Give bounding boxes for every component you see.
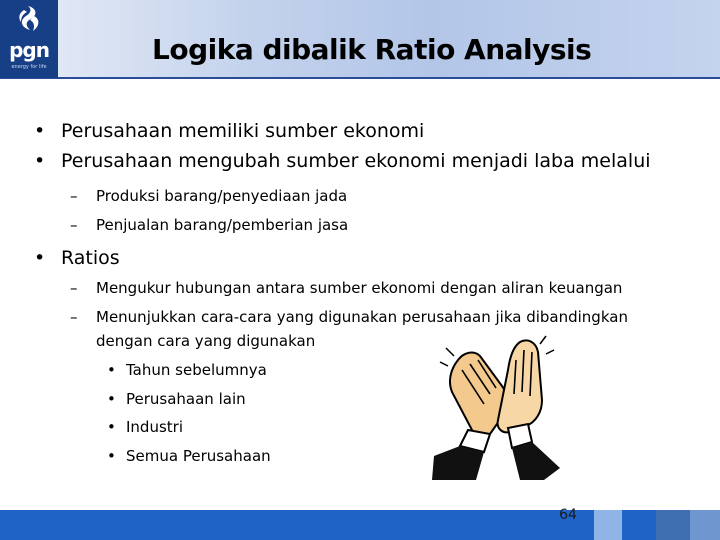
subsub-bullet-item xyxy=(107,417,183,437)
bullet-glyph: • xyxy=(34,120,46,142)
sub-bullet-text: Produksi barang/penyediaan jada xyxy=(96,187,348,205)
flame-icon xyxy=(0,0,58,42)
subsub-bullet-item xyxy=(107,389,246,409)
bullet-item xyxy=(34,246,120,270)
bullet-glyph: • xyxy=(107,390,116,408)
subsub-bullet-item xyxy=(107,360,267,380)
bullet-glyph: • xyxy=(34,247,46,269)
subsub-bullet-text: Perusahaan lain xyxy=(126,390,246,408)
bullet-glyph: • xyxy=(107,447,116,465)
bullet-item xyxy=(34,119,425,143)
pgn-logo xyxy=(0,0,58,78)
bullet-text: Perusahaan mengubah sumber ekonomi menjadi laba melalui xyxy=(61,150,651,172)
footer-accent-block xyxy=(656,510,690,540)
bullet-item xyxy=(34,149,651,173)
clapping-hands-icon xyxy=(424,330,574,480)
sub-bullet-item xyxy=(70,307,628,327)
footer-accent-block xyxy=(594,510,622,540)
bullet-text: Ratios xyxy=(61,247,120,269)
dash-glyph: – xyxy=(70,187,78,205)
sub-bullet-text: Mengukur hubungan antara sumber ekonomi dengan aliran keuangan xyxy=(96,279,623,297)
subsub-bullet-text: Tahun sebelumnya xyxy=(126,361,267,379)
sub-bullet-continuation xyxy=(96,331,315,351)
subsub-bullet-item xyxy=(107,446,271,466)
sub-bullet-text: Penjualan barang/pemberian jasa xyxy=(96,216,349,234)
page-number: 64 xyxy=(559,507,577,523)
dash-glyph: – xyxy=(70,216,78,234)
logo-wordmark: pgn xyxy=(9,38,49,62)
logo-tagline: energy for life xyxy=(11,64,47,70)
sub-bullet-text: Menunjukkan cara-cara yang digunakan perusahaan jika dibandingkan xyxy=(96,308,628,326)
footer-accent-block xyxy=(690,510,720,540)
subsub-bullet-text: Semua Perusahaan xyxy=(126,447,271,465)
sub-bullet-text: dengan cara yang digunakan xyxy=(96,332,316,350)
sub-bullet-item xyxy=(70,186,348,206)
header-divider xyxy=(0,77,720,79)
bullet-glyph: • xyxy=(34,150,46,172)
slide-title: Logika dibalik Ratio Analysis xyxy=(152,33,592,66)
bullet-glyph: • xyxy=(107,361,116,379)
bullet-glyph: • xyxy=(107,418,116,436)
subsub-bullet-text: Industri xyxy=(126,418,183,436)
sub-bullet-item xyxy=(70,215,349,235)
sub-bullet-item xyxy=(70,278,623,298)
bullet-text: Perusahaan memiliki sumber ekonomi xyxy=(61,120,425,142)
dash-glyph: – xyxy=(70,279,78,297)
dash-glyph: – xyxy=(70,308,78,326)
